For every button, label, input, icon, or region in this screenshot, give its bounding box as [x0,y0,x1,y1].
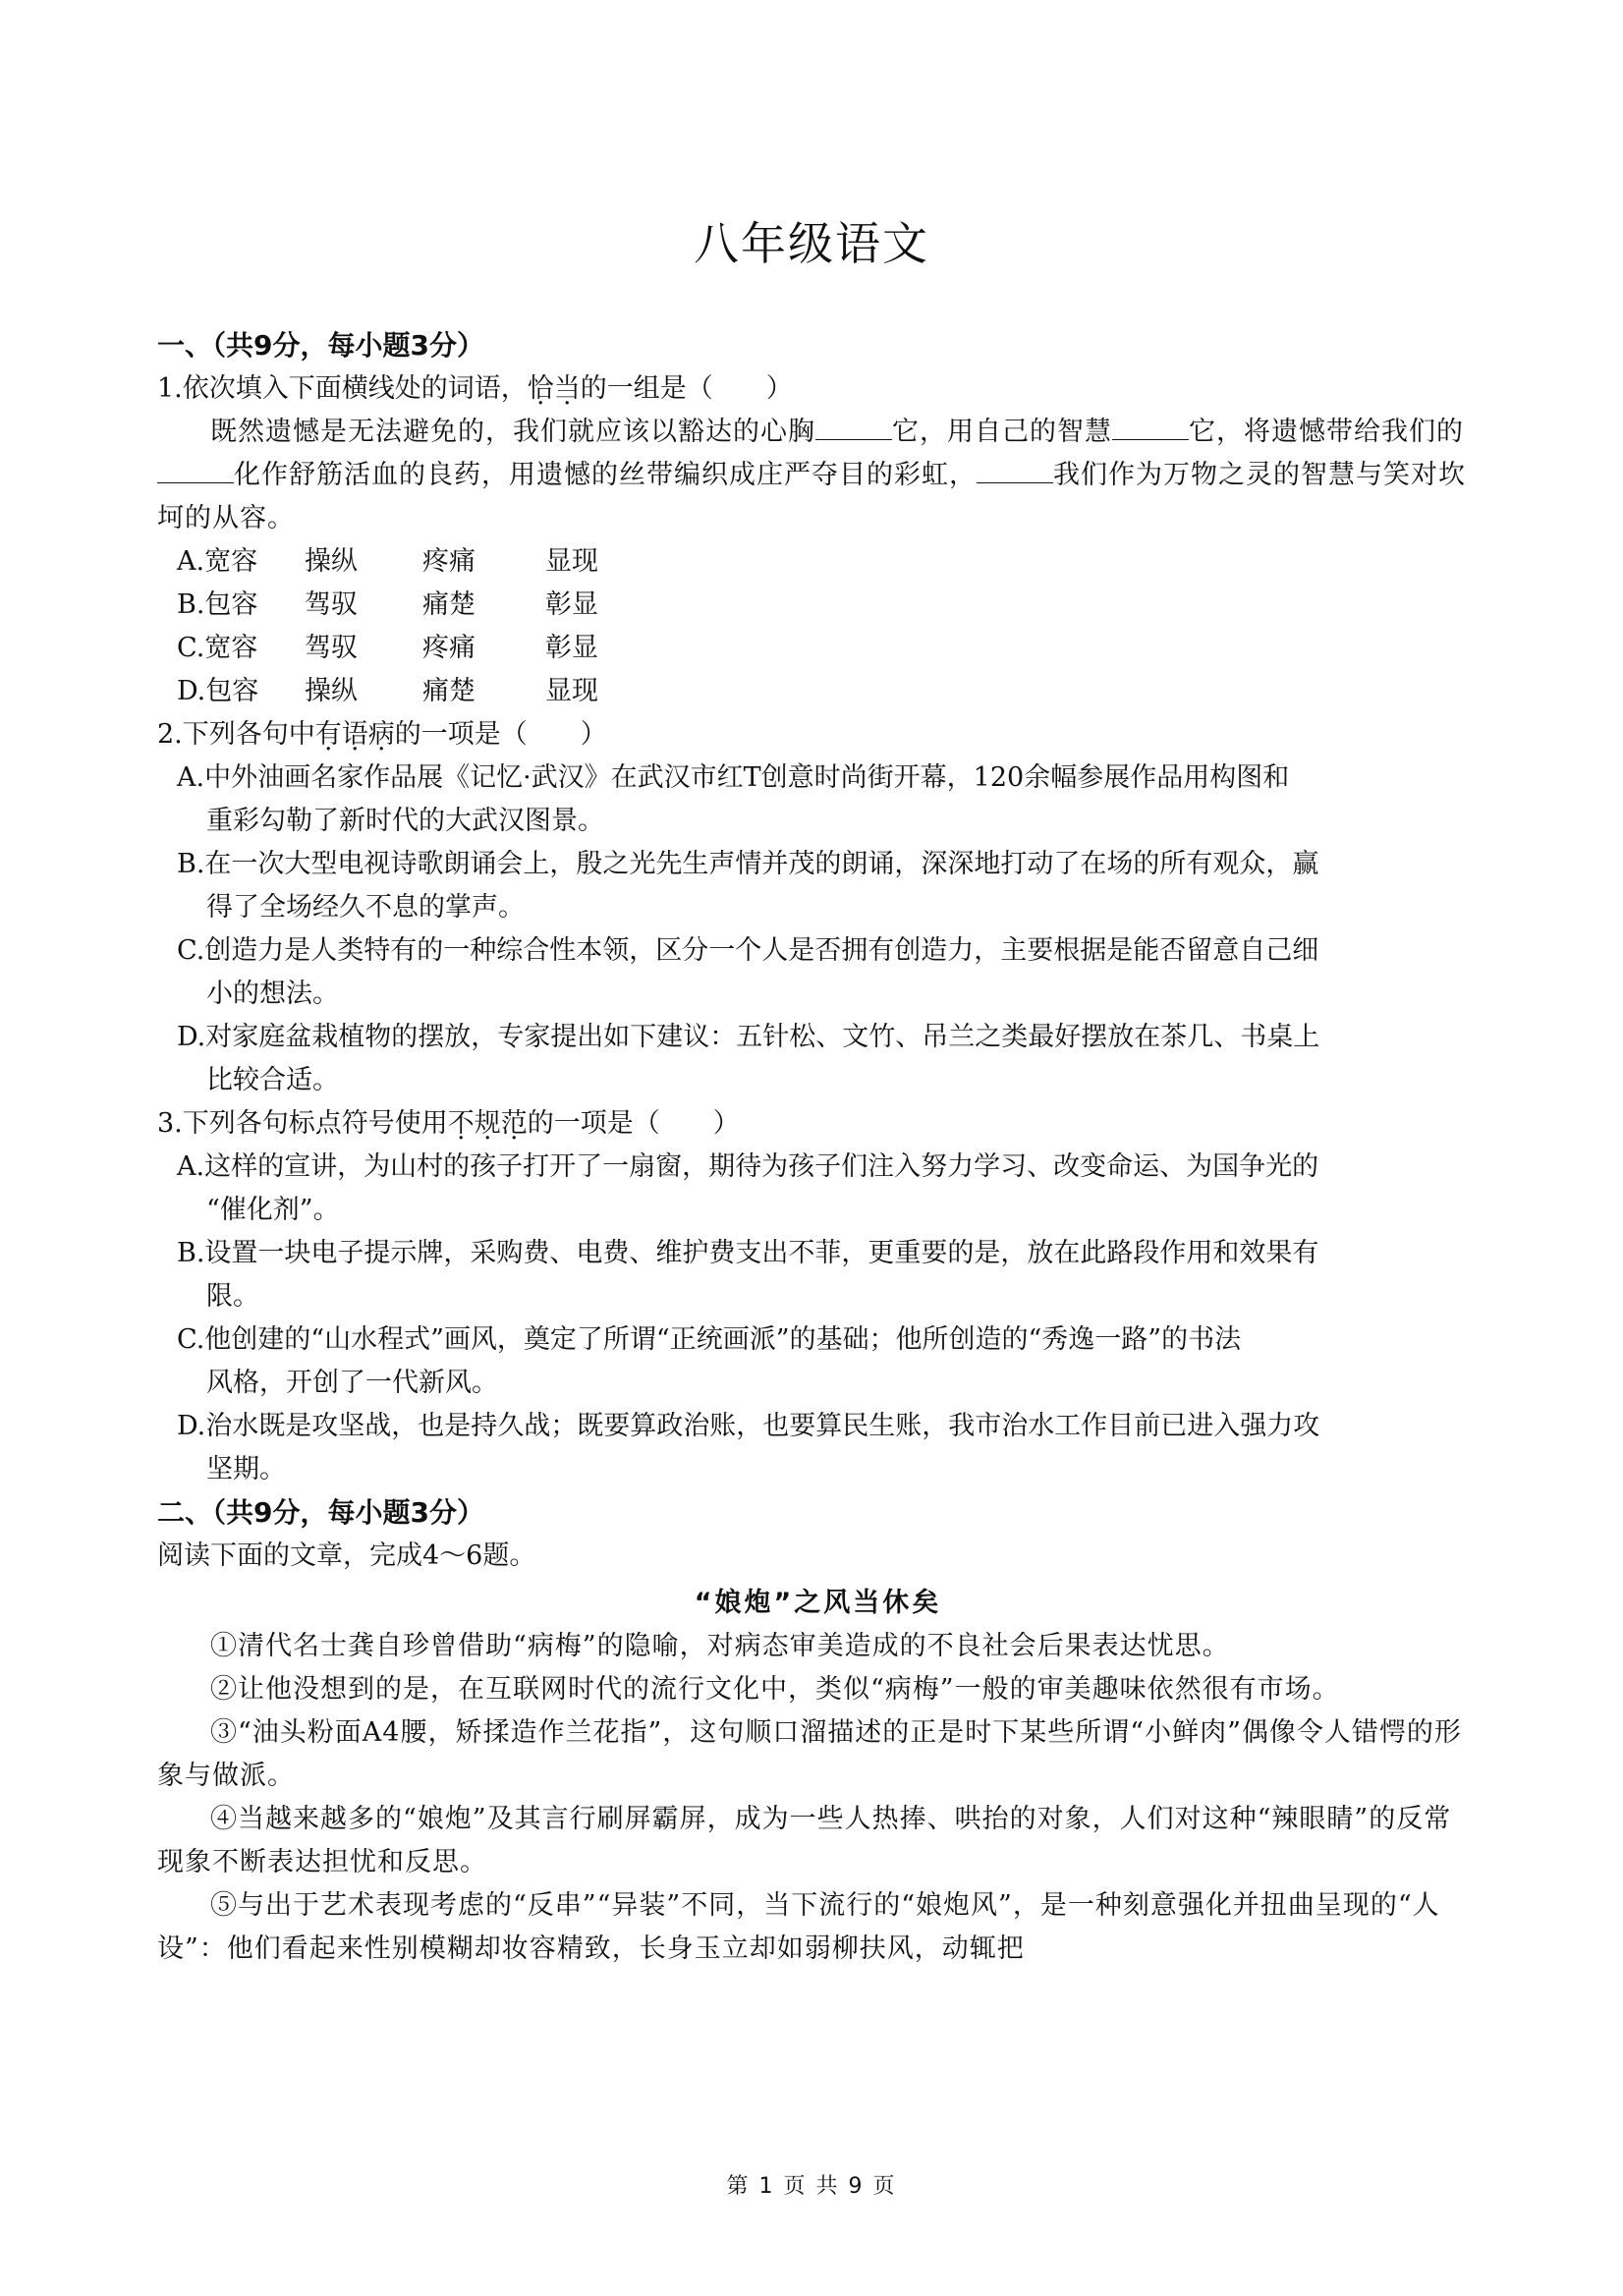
q1-emphasis-2: 当 [553,373,581,404]
article-paragraph-4: ④当越来越多的“娘炮”及其言行刷屏霸屏，成为一些人热捧、哄抬的对象，人们对这种“辣眼睛”的反常现象不断表达担忧和反思。 [157,1804,1452,1877]
q3-emphasis-1: 不 [447,1108,475,1139]
q2-emphasis-1: 有 [314,719,342,750]
choice-line: A.这样的宣讲，为山村的孩子打开了一扇窗，期待为孩子们注入努力学习、改变命运、为国争光的 [177,1151,1319,1182]
q1-passage-part: 化作舒筋活血的良药，用遗憾的丝带编织成庄严夺目的彩虹， [234,460,977,490]
article-title: “娘炮”之风当休矣 [694,1588,942,1618]
question-3-choice-d [157,1405,1479,1491]
question-1-passage [157,411,1479,540]
option-row [177,584,1479,627]
q1-stem-a: 1.依次填入下面横线处的词语， [157,373,528,404]
option-word: 显现 [545,546,598,577]
answer-blank [815,412,892,440]
question-2-choice-c [157,929,1479,1016]
q1-passage-part: 它，用自己的智慧 [892,417,1112,447]
option-word: 疼痛 [422,633,476,663]
choice-continuation: 重彩勾勒了新时代的大武汉图景。 [206,806,604,836]
option-label: A.宽容 [177,546,258,577]
choice-continuation: 限。 [206,1281,259,1312]
question-3-stem [157,1102,1479,1146]
question-2-choice-b [157,843,1479,929]
question-2-stem [157,713,1479,756]
section-1-heading: 一、（共9分，每小题3分） [157,329,484,362]
choice-line: B.在一次大型电视诗歌朗诵会上，殷之光先生声情并茂的朗诵，深深地打动了在场的所有观众，赢 [177,849,1319,879]
option-word: 显现 [545,676,598,706]
question-1-stem [157,367,1479,411]
choice-line: C.他创建的“山水程式”画风，奠定了所谓“正统画派”的基础；他所创造的“秀逸一路”的书法 [177,1324,1242,1355]
exam-content [157,324,1479,1971]
option-word: 操纵 [305,676,358,706]
q2-stem-b: 的一项是（ ） [394,719,607,750]
question-1-options [157,540,1479,713]
option-word: 操纵 [305,546,358,577]
article-paragraph-3: ③“油头粉面A4腰，矫揉造作兰花指”，这句顺口溜描述的正是时下某些所谓“小鲜肉”偶像令人错愕的形象与做派。 [157,1717,1462,1791]
choice-continuation: 得了全场经久不息的掌声。 [206,892,525,923]
option-word: 彰显 [545,633,598,663]
option-word: 疼痛 [422,546,476,577]
choice-continuation: 小的想法。 [206,979,339,1009]
choice-line: C.创造力是人类特有的一种综合性本领，区分一个人是否拥有创造力，主要根据是能否留意自己细 [177,935,1319,966]
choice-line: D.治水既是攻坚战，也是持久战；既要算政治账，也要算民生账，我市治水工作目前已进入强力攻 [177,1411,1320,1441]
option-label: C.宽容 [177,633,258,663]
choice-continuation: 比较合适。 [206,1065,339,1095]
question-3-choice-c [157,1318,1479,1405]
choice-continuation: 风格，开创了一代新风。 [206,1368,498,1398]
choice-line: D.对家庭盆栽植物的摆放，专家提出如下建议：五针松、文竹、吊兰之类最好摆放在茶几、书桌上 [177,1022,1320,1052]
q1-emphasis-1: 恰 [527,373,554,404]
question-3-choice-b [157,1232,1479,1318]
answer-blank [1112,412,1189,440]
question-3-choice-a [157,1146,1479,1232]
section-2-heading: 二、（共9分，每小题3分） [157,1496,484,1529]
q2-emphasis-3: 病 [367,719,395,750]
choice-continuation: 坚期。 [206,1454,286,1484]
article-paragraph-5: ⑤与出于艺术表现考虑的“反串”“异装”不同，当下流行的“娘炮风”，是一种刻意强化并扭曲呈现的“人设”：他们看起来性别模糊却妆容精致，长身玉立却如弱柳扶风，动辄把 [157,1890,1440,1964]
option-word: 驾驭 [305,589,358,620]
option-row [177,627,1479,670]
option-label: B.包容 [177,589,258,620]
option-word: 驾驭 [305,633,358,663]
q3-emphasis-2: 规 [474,1108,501,1139]
q2-emphasis-2: 语 [341,719,368,750]
q3-emphasis-3: 范 [500,1108,528,1139]
q1-stem-b: 的一组是（ ） [580,373,793,404]
choice-line: B.设置一块电子提示牌，采购费、电费、维护费支出不菲，更重要的是，放在此路段作用和效果有 [177,1238,1319,1268]
answer-blank [977,455,1053,483]
q3-stem-a: 3.下列各句标点符号使用 [157,1108,448,1139]
option-word: 痛楚 [422,589,476,620]
page-title: 八年级语文 [694,217,929,270]
article-paragraph-1: ①清代名士龚自珍曾借助“病梅”的隐喻，对病态审美造成的不良社会后果表达忧思。 [210,1631,1230,1661]
q1-passage-part: 既然遗憾是无法避免的，我们就应该以豁达的心胸 [210,417,815,447]
option-row [177,540,1479,584]
option-word: 痛楚 [422,676,476,706]
answer-blank [157,455,234,483]
option-word: 彰显 [545,589,598,620]
question-2-choice-d [157,1016,1479,1102]
q2-stem-a: 2.下列各句中 [157,719,315,750]
choice-continuation: “催化剂”。 [206,1195,340,1225]
section-2-intro: 阅读下面的文章，完成4～6题。 [157,1540,536,1571]
q3-stem-b: 的一项是（ ） [527,1108,740,1139]
page-footer: 第 1 页 共 9 页 [726,2174,897,2199]
option-row [177,670,1479,713]
option-label: D.包容 [177,676,259,706]
article-paragraph-2: ②让他没想到的是，在互联网时代的流行文化中，类似“病梅”一般的审美趣味依然很有市场。 [210,1674,1340,1705]
q1-passage-part: 它，将遗憾带给我们的 [1189,417,1464,447]
choice-line: A.中外油画名家作品展《记忆·武汉》在武汉市红T创意时尚街开幕，120余幅参展作品用构图和 [177,762,1290,793]
q1-passage-part: 我们作为万物之灵的智慧与笑对坎坷的从容。 [157,460,1466,533]
